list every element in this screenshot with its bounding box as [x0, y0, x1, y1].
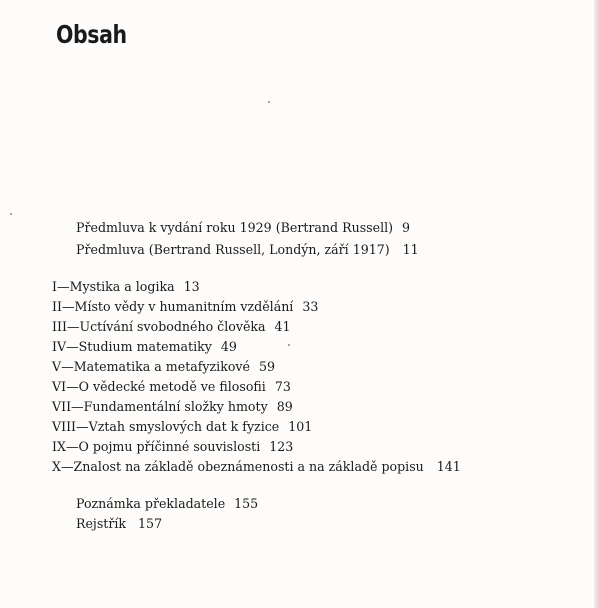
toc-entry-label: V—Matematika a metafyzikové: [52, 359, 250, 374]
toc-entry[interactable]: [52, 438, 293, 456]
dust-speck: [288, 344, 290, 346]
toc-entry-label: Předmluva (Bertrand Russell, Londýn, září 1917): [76, 242, 390, 257]
toc-entry-page: 141: [436, 459, 461, 474]
toc-entry-label: III—Uctívání svobodného člověka: [52, 319, 266, 334]
dust-speck: [268, 101, 270, 103]
toc-entry-page: 59: [258, 359, 276, 374]
toc-entry-page: 157: [138, 516, 163, 531]
toc-entry[interactable]: [52, 398, 293, 416]
toc-entry-label: IV—Studium matematiky: [52, 339, 212, 354]
toc-entry-page: 73: [274, 379, 291, 394]
toc-entry-label: VIII—Vztah smyslových dat k fyzice: [52, 419, 280, 434]
page-edge: [594, 0, 600, 608]
toc-entry-page: 89: [276, 399, 293, 414]
page-title: Obsah: [56, 20, 127, 49]
toc-entry[interactable]: [52, 278, 200, 296]
toc-entry[interactable]: [76, 241, 419, 259]
toc-entry-label: Předmluva k vydání roku 1929 (Bertrand Russell): [76, 220, 394, 235]
toc-entry-page: 49: [220, 339, 237, 354]
toc-entry-label: Poznámka překladatele: [76, 496, 226, 511]
toc-entry[interactable]: [52, 338, 237, 356]
toc-entry[interactable]: [76, 495, 258, 513]
toc-entry-label: II—Místo vědy v humanitním vzdělání: [52, 299, 294, 314]
toc-entry-label: Rejstřík: [76, 516, 127, 531]
toc-entry-page: 155: [234, 496, 259, 511]
toc-entry-page: 41: [274, 319, 291, 334]
toc-entry-page: 9: [402, 220, 411, 235]
toc-entry-label: VII—Fundamentální složky hmoty: [52, 399, 268, 414]
toc-entry[interactable]: [52, 298, 318, 316]
toc-entry-page: 13: [183, 279, 200, 294]
toc-entry-label: X—Znalost na základě obeznámenosti a na základě popisu: [52, 459, 424, 474]
toc-entry-label: VI—O vědecké metodě ve filosofii: [52, 379, 266, 394]
toc-entry[interactable]: [52, 418, 312, 436]
toc-entry-page: 123: [269, 439, 294, 454]
toc-entry-page: 101: [288, 419, 313, 434]
toc-entry-label: I—Mystika a logika: [52, 279, 175, 294]
toc-entry[interactable]: [76, 515, 162, 533]
toc-entry[interactable]: [52, 458, 461, 476]
toc-entry[interactable]: [76, 219, 410, 237]
toc-entry-label: IX—O pojmu příčinné souvislosti: [52, 439, 261, 454]
toc-entry-page: 33: [302, 299, 319, 314]
toc-entry[interactable]: [52, 358, 275, 376]
toc-entry[interactable]: [52, 318, 291, 336]
dust-speck: [10, 213, 12, 215]
toc-entry[interactable]: [52, 378, 291, 396]
toc-entry-page: 11: [402, 242, 419, 257]
